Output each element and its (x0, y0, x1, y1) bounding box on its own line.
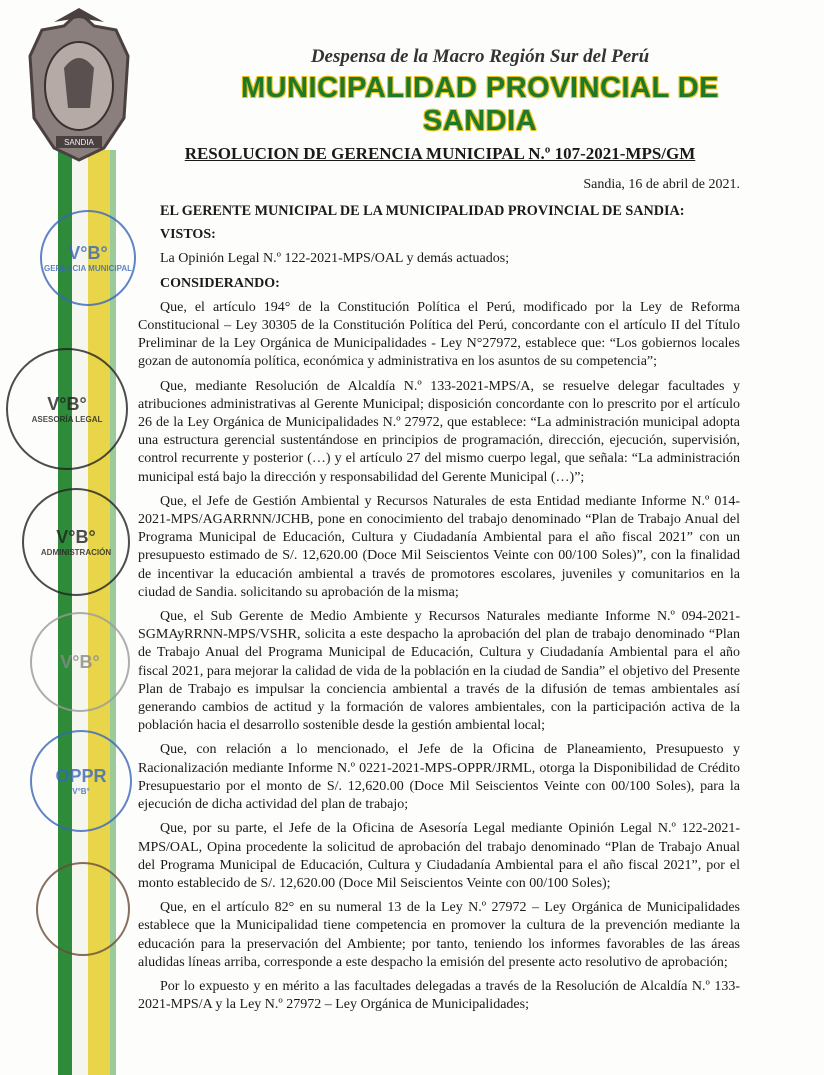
paragraph: Que, el Sub Gerente de Medio Ambiente y Recursos Naturales mediante Informe N.º 094-2021-SGMAyRRNN-MPS/VSHR, solicita a este despacho la aprobación del plan de trabajo denominado “Plan de Trabajo Anual del Programa Municipal de Educación, Cultura y Ciudadanía Ambiental para el año fiscal 2021, para mejorar la calidad de vida de la población en la ciudad de Sandia” el objetivo del Presente Plan de Trabajo es impulsar la conciencia ambiental a través de la difusión de temas ambientales así generando cambios de actitud y la formación de valores ambientales, con la participación activa de la población hacia el desarrollo sostenible desde la gestión ambiental local; (138, 609, 740, 734)
municipal-crest-icon (24, 8, 134, 168)
stamp-vb: V°B° (60, 651, 100, 672)
paragraph: Que, por su parte, el Jefe de la Oficina de Asesoría Legal mediante Opinión Legal N.º 122-2021-MPS/OAL, Opina procedente la solicitud de aprobación del trabajo denominado “Plan de Trabajo Anual del Programa Municipal de Educación, Cultura y Ciudadanía Ambiental para el año fiscal 2021”, por el monto establecido de S/. 12,620.00 (Doce Mil Seiscientos Veinte con 00/100 Soles); (138, 821, 740, 891)
paragraph: Que, el artículo 194° de la Constitución Política el Perú, modificado por la Ley de Reforma Constitucional – Ley 30305 de la Constitución Política del Perú, concordante con el artículo II del Título Preliminar de la Ley Orgánica de Municipalidades - Ley N°27972, establece que: “Los gobiernos locales gozan de autonomía política, económica y administrativa en los asuntos de su competencia”; (138, 299, 740, 370)
stamp-label: V°B° (72, 787, 90, 796)
document-title: RESOLUCION DE GERENCIA MUNICIPAL N.º 107-2021-MPS/GM (184, 144, 696, 163)
document-body (138, 202, 740, 1020)
approval-stamp (22, 488, 130, 596)
paragraph: Que, con relación a lo mencionado, el Jefe de la Oficina de Planeamiento, Presupuesto y Racionalización mediante Informe N.º 0221-2021-MPS-OPPR/JRML, otorga la Disponibilidad de Crédito Presupuestario por el monto de S/. 12,620.00 (Doce Mil Seiscientos Veinte con 00/100 Soles), para la ejecución de dicha actividad del plan de trabajo; (138, 742, 740, 813)
approval-stamp (6, 348, 128, 470)
approval-stamp (30, 612, 130, 712)
approval-stamp (36, 862, 130, 956)
stamp-vb: V°B° (56, 527, 96, 547)
stamp-vb: V°B° (47, 394, 87, 414)
stamp-label: ASESORÍA LEGAL (31, 415, 103, 424)
paragraph: Que, mediante Resolución de Alcaldía N.º 133-2021-MPS/A, se resuelve delegar facultades y atribuciones administrativas al Gerente Municipal; disposición concordante con lo prescrito por el artículo 26 de la Ley Orgánica de Municipalidades N.º 27972, que establece: “La administración municipal adopta una estructura gerencial sustentándose en principios de programación, dirección, ejecución, supervisión, control recurrente y posterior (…) y el artículo 27 del mismo cuerpo legal, que señala: “La administración municipal está bajo la dirección y responsabilidad del Gerente Municipal (…)”; (138, 378, 740, 485)
stamp-label: GERENCIA MUNICIPAL (44, 264, 132, 273)
stamp-vb: OPPR (55, 766, 107, 786)
approval-stamp (30, 730, 132, 832)
stamp-vb: V°B° (68, 243, 108, 263)
considerando-heading: CONSIDERANDO: (160, 275, 280, 291)
crest-label: SANDIA (64, 138, 94, 147)
vistos-text: La Opinión Legal N.º 122-2021-MPS/OAL y demás actuados; (160, 251, 510, 267)
paragraph: Que, en el artículo 82° en su numeral 13 de la Ley N.º 27972 – Ley Orgánica de Municipalidades establece que la Municipalidad tiene competencia en promover la cultura de la prevención mediante la educación para la preservación del Ambiente; por tanto, teniendo los informes favorables de las áreas aludidas líneas arriba, corresponde a este despacho la emisión del presente acto resolutivo de aprobación; (138, 900, 740, 970)
header-subtitle: Despensa de la Macro Región Sur del Perú (310, 46, 650, 67)
paragraph: Que, el Jefe de Gestión Ambiental y Recursos Naturales de esta Entidad mediante Informe N.º 014-2021-MPS/AGARRNN/JCHB, pone en conocimiento del trabajo denominado “Plan de Trabajo Anual del Programa Municipal de Educación, Cultura y Ciudadanía Ambiental para el año fiscal 2021” con un presupuesto estimado de S/. 12,620.00 (Doce Mil Seiscientos Veinte con 00/100 Soles)”, con la finalidad de incentivar la educación ambiental a través de promotores escolares, juveniles y comunitarios en la ciudad de Sandia. solicitando su aprobación de la misma; (138, 493, 740, 600)
document-date: Sandia, 16 de abril de 2021. (583, 177, 740, 192)
approval-stamp (40, 210, 136, 306)
stamp-label: ADMINISTRACIÓN (40, 548, 112, 557)
vistos-heading: VISTOS: (160, 227, 216, 243)
header-title: MUNICIPALIDAD PROVINCIAL DE SANDIA (240, 72, 720, 137)
paragraph: Por lo expuesto y en mérito a las facultades delegadas a través de la Resolución de Alcaldía N.º 133-2021-MPS/A y la Ley N.º 27972 – Ley Orgánica de Municipalidades; (138, 978, 740, 1013)
issuer-line: EL GERENTE MUNICIPAL DE LA MUNICIPALIDAD PROVINCIAL DE SANDIA: (160, 203, 685, 219)
